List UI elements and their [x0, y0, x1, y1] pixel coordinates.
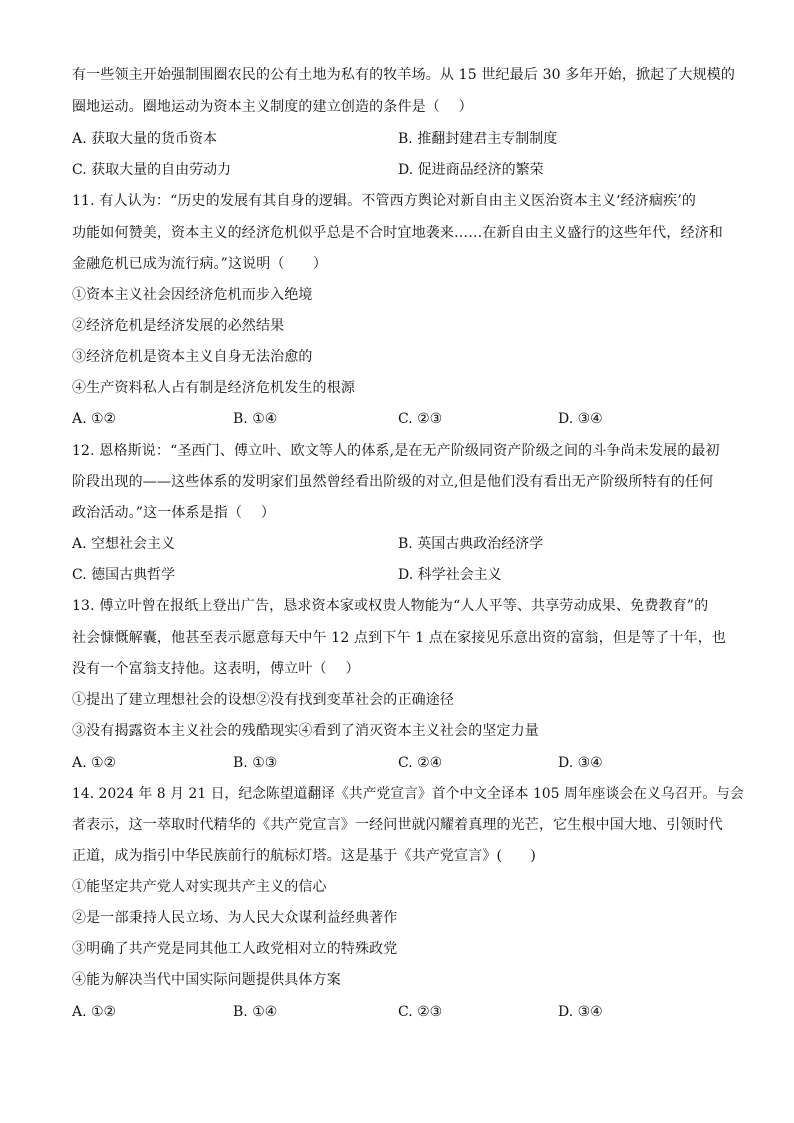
q14-stem-line-3: 正道，成为指引中华民族前行的航标灯塔。这是基于《共产党宣言》( )	[72, 848, 537, 864]
q11-option-b: B. ①④	[233, 411, 278, 427]
q11-stem-line-3: 金融危机已成为流行病。”这说明（ ）	[72, 256, 328, 272]
q11-option-d: D. ③④	[558, 411, 603, 427]
q11-option-c: C. ②③	[398, 411, 443, 427]
q14-statement-1: ①能坚定共产党人对实现共产主义的信心	[72, 879, 327, 895]
q14-statement-3: ③明确了共产党是同其他工人政党相对立的特殊政党	[72, 941, 398, 957]
q10-option-d: D. 促进商品经济的繁荣	[398, 162, 544, 178]
q11-option-a: A. ①②	[72, 411, 117, 427]
q14-statement-4: ④能为解决当代中国实际问题提供具体方案	[72, 972, 341, 988]
q12-stem-line-3: 政治活动。”这一体系是指（ ）	[72, 505, 276, 521]
q10-option-b: B. 推翻封建君主专制制度	[398, 131, 558, 147]
q13-stem-line-3: 没有一个富翁支持他。这表明，傅立叶（ ）	[72, 661, 360, 677]
q11-statement-3: ③经济危机是资本主义自身无法治愈的	[72, 349, 313, 365]
q13-option-a: A. ①②	[72, 755, 117, 771]
q13-option-d: D. ③④	[558, 755, 603, 771]
q14-option-a: A. ①②	[72, 1004, 117, 1020]
q11-statement-1: ①资本主义社会因经济危机而步入绝境	[72, 287, 313, 303]
q14-option-c: C. ②③	[398, 1004, 443, 1020]
q11-stem-line-2: 功能如何赞美，资本主义的经济危机似乎总是不合时宜地袭来……在新自由主义盛行的这些年代，经济和	[72, 225, 723, 241]
q10-option-a: A. 获取大量的货币资本	[72, 131, 218, 147]
q13-stem-line-1: 13. 傅立叶曾在报纸上登出广告，恳求资本家或权贵人物能为“人人平等、共享劳动成果、免费教育”的	[72, 598, 709, 614]
q12-stem-line-2: 阶段出现的——这些体系的发明家们虽然曾经看出阶级的对立,但是他们没有看出无产阶级所特有的任何	[72, 474, 714, 490]
q13-option-b: B. ①③	[233, 755, 278, 771]
q14-option-d: D. ③④	[558, 1004, 603, 1020]
q12-option-b: B. 英国古典政治经济学	[398, 536, 544, 552]
q13-stem-line-2: 社会慷慨解囊，他甚至表示愿意每天中午 12 点到下午 1 点在家接见乐意出资的富翁，但是等了十年，也	[72, 630, 727, 646]
q11-statement-4: ④生产资料私人占有制是经济危机发生的根源	[72, 380, 355, 396]
q10-stem-line-1: 有一些领主开始强制围圈农民的公有土地为私有的牧羊场。从 15 世纪最后 30 多年开始，掀起了大规模的	[72, 67, 736, 83]
q10-option-c: C. 获取大量的自由劳动力	[72, 162, 232, 178]
q12-option-a: A. 空想社会主义	[72, 536, 176, 552]
q13-statement-line-2: ③没有揭露资本主义社会的残酷现实④看到了消灭资本主义社会的坚定力量	[72, 723, 539, 739]
q11-statement-2: ②经济危机是经济发展的必然结果	[72, 318, 285, 334]
q14-statement-2: ②是一部秉持人民立场、为人民大众谋利益经典著作	[72, 910, 398, 926]
q12-option-d: D. 科学社会主义	[398, 567, 502, 583]
q11-stem-line-1: 11. 有人认为：“历史的发展有其自身的逻辑。不管西方舆论对新自由主义医治资本主义‘经济痼疾’的	[72, 193, 696, 209]
q12-stem-line-1: 12. 恩格斯说：“圣西门、傅立叶、欧文等人的体系,是在无产阶级同资产阶级之间的斗争尚未发展的最初	[72, 443, 720, 459]
q14-option-b: B. ①④	[233, 1004, 278, 1020]
q12-option-c: C. 德国古典哲学	[72, 567, 176, 583]
q13-option-c: C. ②④	[398, 755, 443, 771]
q13-statement-line-1: ①提出了建立理想社会的设想②没有找到变革社会的正确途径	[72, 692, 455, 708]
q10-stem-line-2: 圈地运动。圈地运动为资本主义制度的建立创造的条件是（ ）	[72, 99, 473, 115]
q14-stem-line-2: 者表示，这一萃取时代精华的《共产党宣言》一经问世就闪耀着真理的光芒，它生根中国大地、引领时代	[72, 817, 723, 833]
q14-stem-line-1: 14. 2024 年 8 月 21 日，纪念陈望道翻译《共产党宣言》首个中文全译本 105 周年座谈会在义乌召开。与会	[72, 786, 744, 802]
